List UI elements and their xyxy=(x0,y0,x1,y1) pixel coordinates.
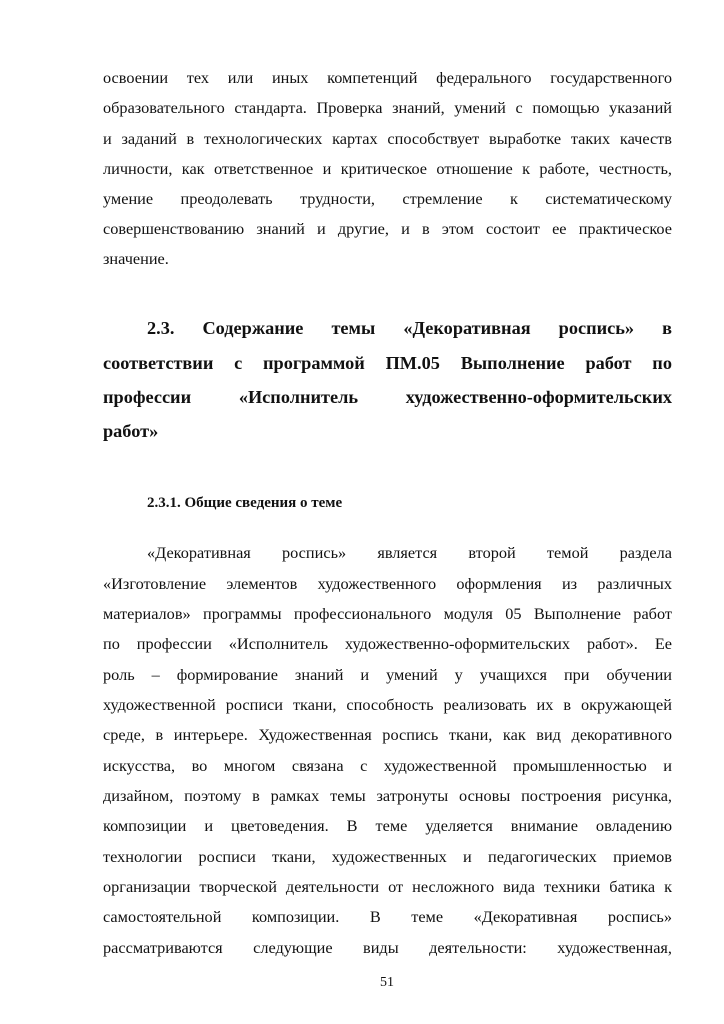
text-line: и заданий в технологических картах способствует выработке таких качеств xyxy=(103,129,672,148)
subsection-heading: 2.3.1. Общие сведения о теме xyxy=(147,495,343,511)
text-line: технологии росписи ткани, художественных и педагогических приемов xyxy=(103,847,672,866)
text-line: среде, в интерьере. Художественная роспись ткани, как вид декоративного xyxy=(103,725,672,744)
text-line: рассматриваются следующие виды деятельности: художественная, xyxy=(103,938,672,957)
heading-line: 2.3. Содержание темы «Декоративная роспись» в xyxy=(147,318,672,338)
text-line: организации творческой деятельности от несложного вида техники батика к xyxy=(103,877,672,896)
text-line: по профессии «Исполнитель художественно-оформительских работ». Ее xyxy=(103,634,672,653)
heading-line: работ» xyxy=(103,421,159,441)
text-line: умение преодолевать трудности, стремление к систематическому xyxy=(103,189,672,208)
text-line: освоении тех или иных компетенций федерального государственного xyxy=(103,68,672,87)
text-line: образовательного стандарта. Проверка знаний, умений с помощью указаний xyxy=(103,98,672,117)
text-line: самостоятельной композиции. В теме «Декоративная роспись» xyxy=(103,907,672,926)
text-line: личности, как ответственное и критическое отношение к работе, честность, xyxy=(103,159,672,178)
text-line: «Декоративная роспись» является второй темой раздела xyxy=(147,543,672,562)
text-line: совершенствованию знаний и другие, и в этом состоит ее практическое xyxy=(103,219,672,238)
page-number: 51 xyxy=(380,975,394,990)
text-line: дизайном, поэтому в рамках темы затронуты основы построения рисунка, xyxy=(103,786,672,805)
text-line: материалов» программы профессионального модуля 05 Выполнение работ xyxy=(103,604,672,623)
heading-line: соответствии с программой ПМ.05 Выполнение работ по xyxy=(103,353,672,373)
text-line: искусства, во многом связана с художественной промышленностью и xyxy=(103,756,672,775)
text-line: «Изготовление элементов художественного оформления из различных xyxy=(103,574,672,593)
text-line: значение. xyxy=(103,249,169,268)
text-line: роль – формирование знаний и умений у учащихся при обучении xyxy=(103,665,672,684)
text-line: художественной росписи ткани, способность реализовать их в окружающей xyxy=(103,695,672,714)
heading-line: профессии «Исполнитель художественно-оформительских xyxy=(103,387,672,407)
text-line: композиции и цветоведения. В теме уделяется внимание овладению xyxy=(103,816,672,835)
